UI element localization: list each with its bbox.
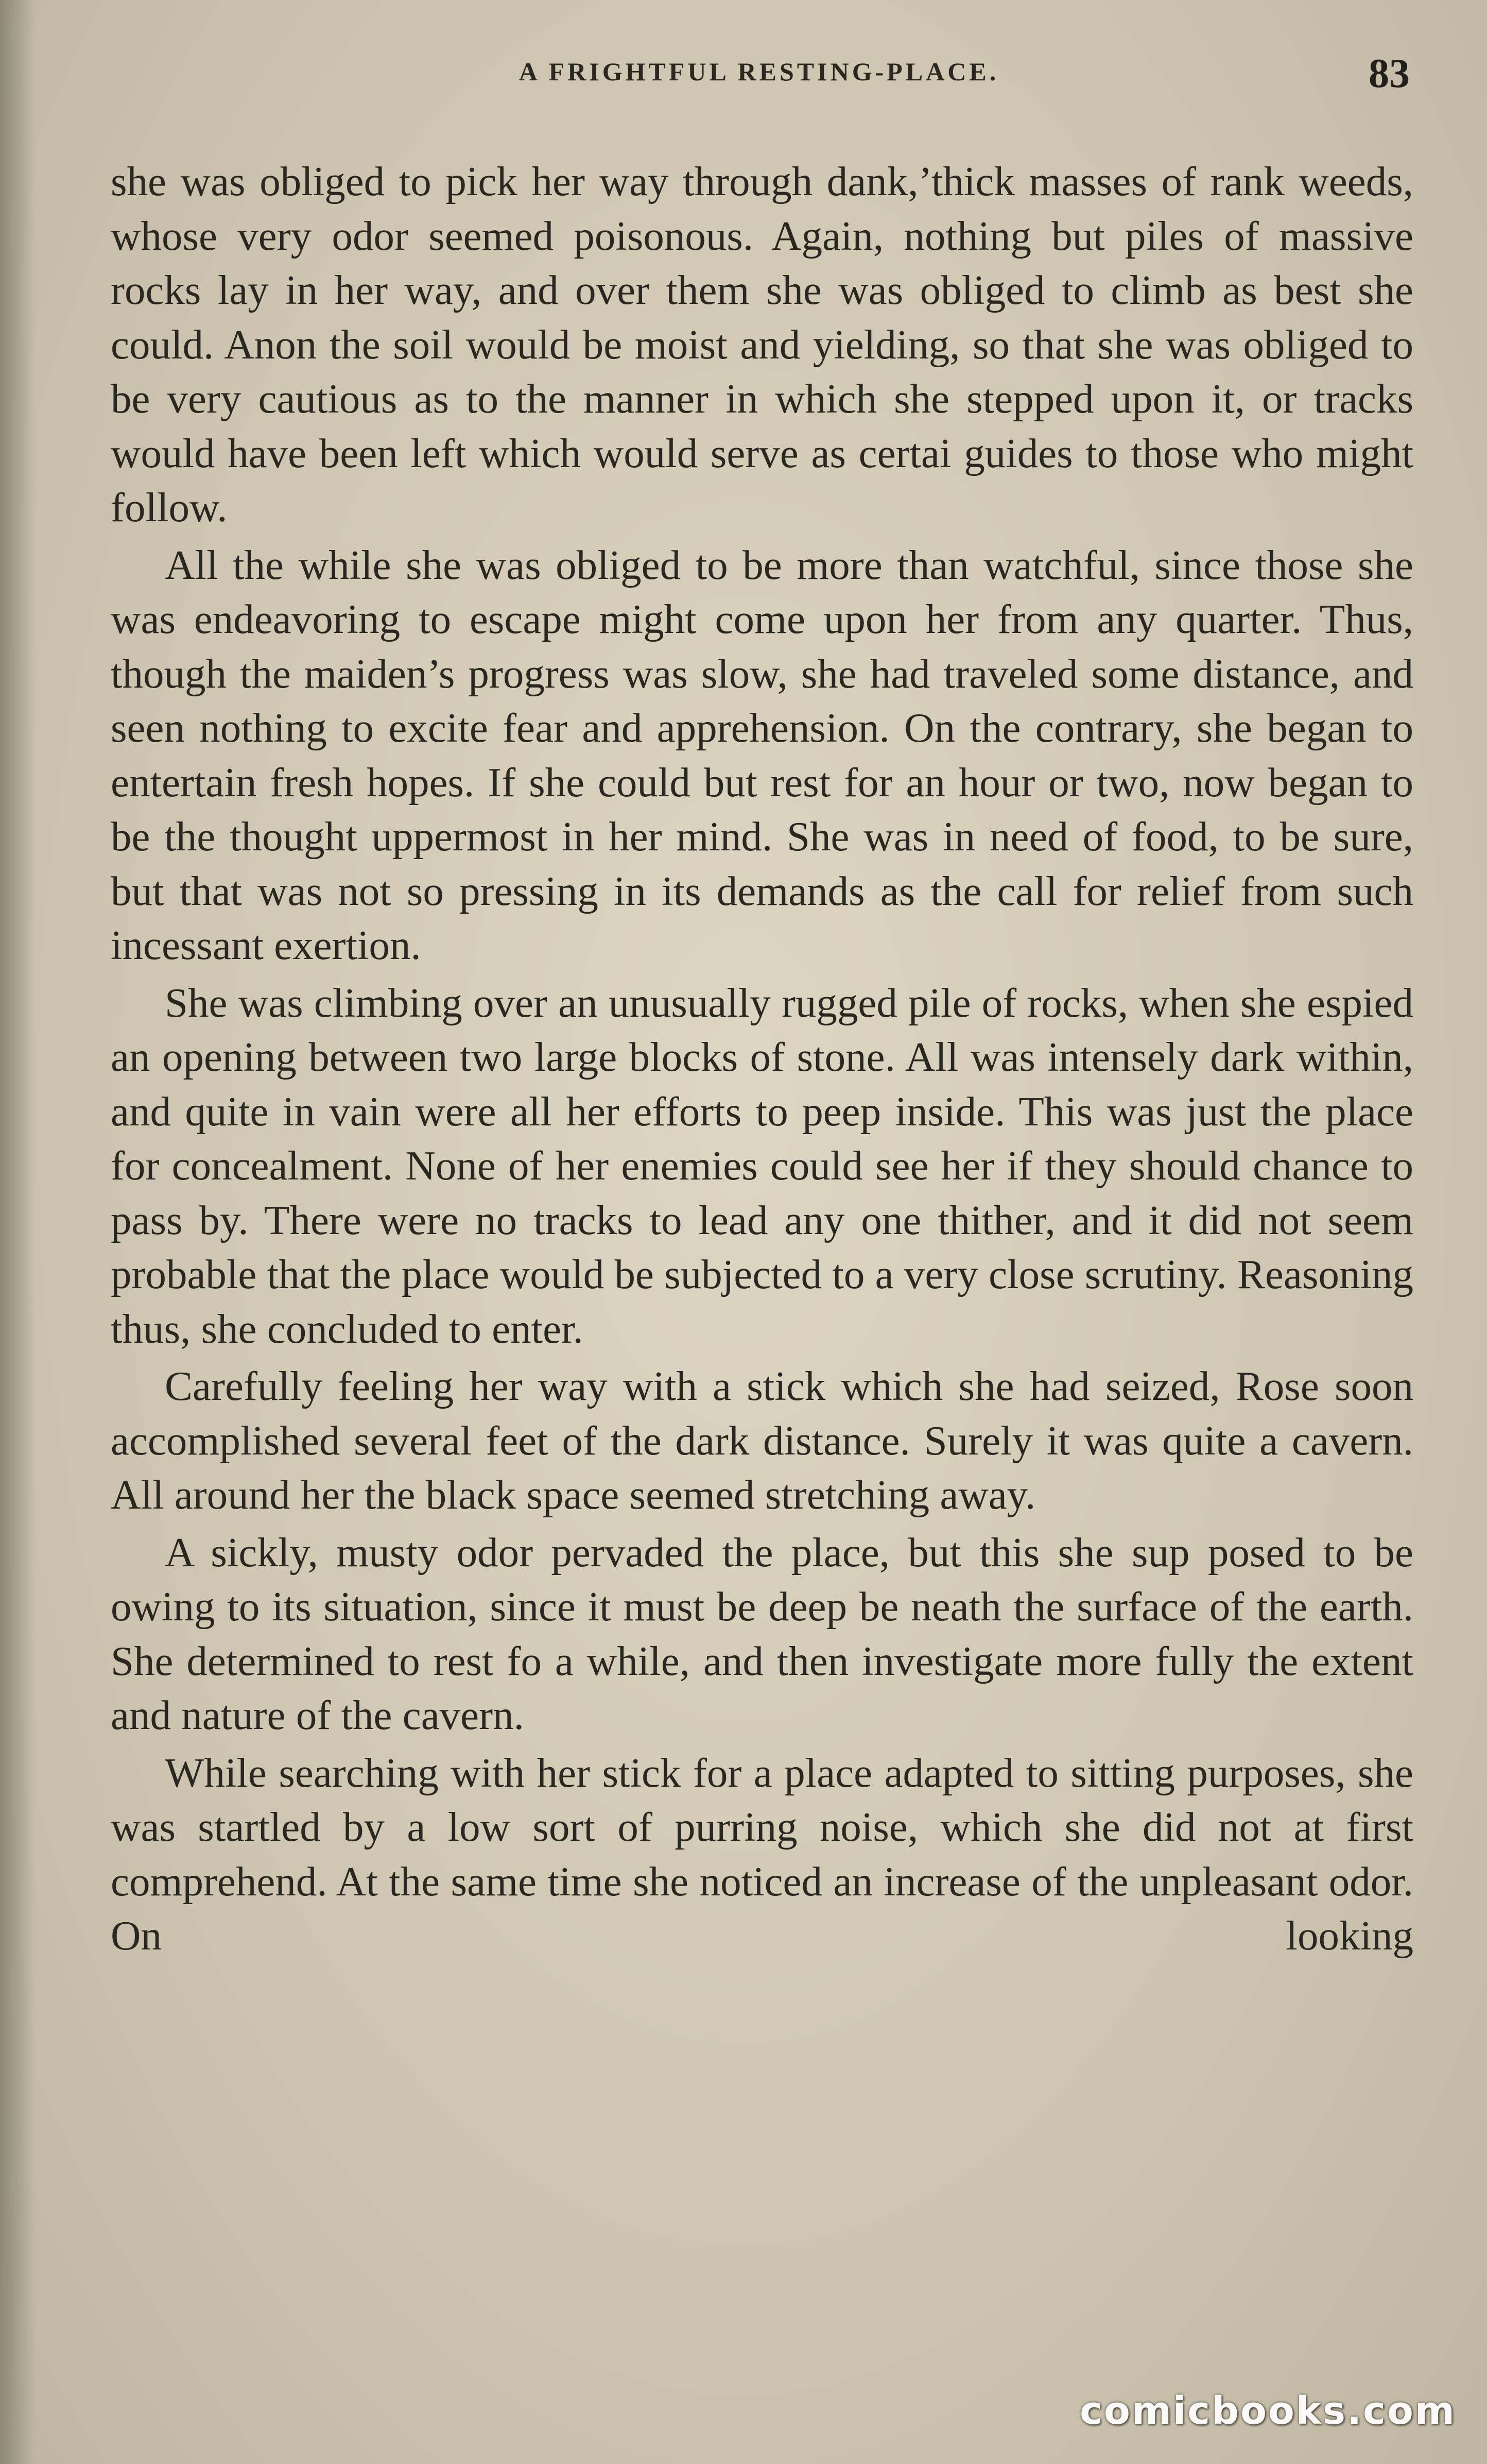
paragraph: she was obliged to pick her way through dank,’thick masses of rank weeds, whose very odor seemed poisonous. Again, nothing but piles of massive rocks lay in her way, and over them she was obliged to climb as best she could. Anon the soil would be moist and yielding, so that she was obliged to be very cautious as to the manner in which she stepped upon it, or tracks would have been left which would serve as certai guides to those who might follow. [111,158,1413,531]
paragraph: She was climbing over an unusually rugged pile of rocks, when she espied an opening between two large blocks of stone. All was intensely dark within, and quite in vain were all her efforts to peep inside. This was just the place for concealment. None of her enemies could see her if they should chance to pass by. There were no tracks to lead any one thither, and it did not seem probable that the place would be subjected to a very close scrutiny. Reasoning thus, she concluded to enter. [111,979,1413,1352]
page-edge-shadow [0,0,36,2464]
body-text [111,155,1413,1966]
running-head: A FRIGHTFUL RESTING-PLACE. [518,57,999,86]
paragraph: A sickly, musty odor pervaded the place, but this she sup posed to be owing to its situation, since it must be deep be neath the surface of the earth. She determined to rest fo a while, and then investigate more fully the extent and nature of the cavern. [111,1529,1413,1738]
site-watermark: comicbooks.com [1080,2389,1456,2433]
page-header [108,51,1410,103]
paragraph: Carefully feeling her way with a stick which she had seized, Rose soon accomplished several feet of the dark distance. Surely it was quite a cavern. All around her the black space seemed stretching away. [111,1363,1413,1518]
page-number: 83 [1369,51,1410,96]
paragraph: While searching with her stick for a place adapted to sitting purposes, she was startled by a low sort of purring noise, which she did not at first comprehend. At the same time she noticed an increase of the unpleasant odor. On looking [111,1749,1413,1959]
paragraph: All the while she was obliged to be more than watchful, since those she was endeavoring to escape might come upon her from any quarter. Thus, though the maiden’s progress was slow, she had traveled some distance, and seen nothing to excite fear and apprehension. On the contrary, she began to entertain fresh hopes. If she could but rest for an hour or two, now began to be the thought uppermost in her mind. She was in need of food, to be sure, but that was not so pressing in its demands as the call for relief from such incessant exertion. [111,541,1413,968]
